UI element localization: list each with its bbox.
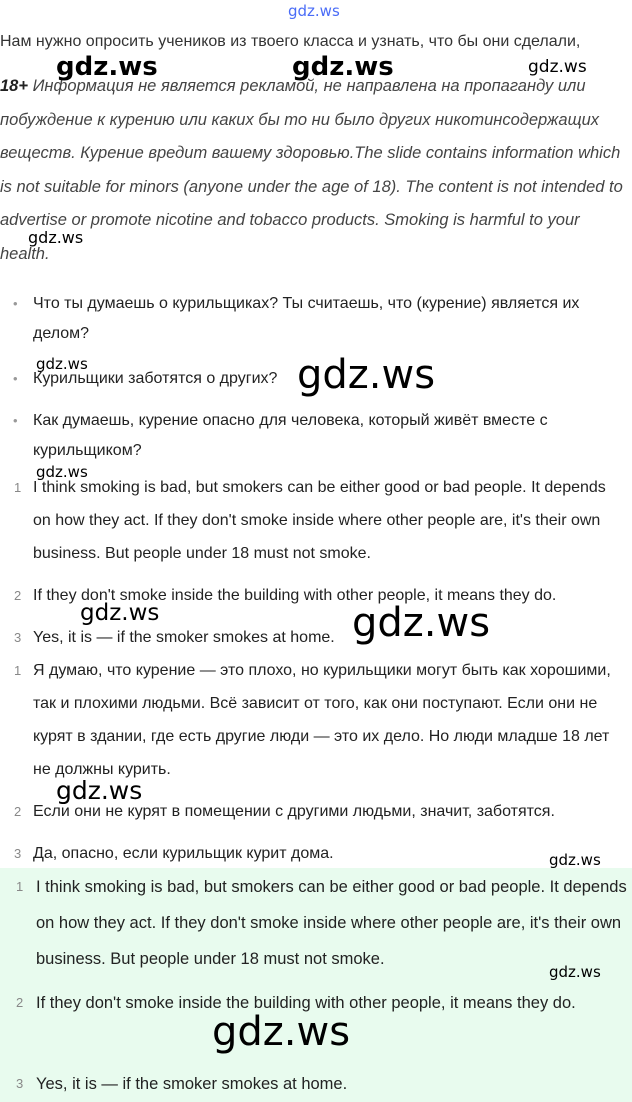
- watermark: gdz.ws: [352, 600, 491, 646]
- answer-number: 2: [14, 588, 22, 603]
- watermark: gdz.ws: [212, 1009, 351, 1055]
- answer-number: 2: [14, 804, 22, 819]
- answer-ru-1: [14, 654, 618, 786]
- watermark: gdz.ws: [28, 228, 84, 247]
- answer-text: I think smoking is bad, but smokers can be either good or bad people. It depends on how they act. If they don't smoke inside where other people are, it's their own business. But people under 18 must not smoke.: [33, 479, 606, 562]
- answer-highlight-1: [16, 869, 628, 977]
- intro-text: Нам нужно опросить учеников из твоего класса и узнать, что бы они сделали,: [0, 33, 581, 50]
- answer-number: 1: [14, 663, 22, 678]
- answer-text: Если они не курят в помещении с другими людьми, значит, заботятся.: [33, 803, 555, 820]
- disclaimer-text: Информация не является рекламой, не направлена на пропаганду или побуждение к курению или каких бы то ни было других никотинсодержащих веществ. Курение вредит вашему здоровью.The slide contains information which is not suitable for minors (anyone under the age of 18). The content is not intended to advertise or promote nicotine and tobacco products. Smoking is harmful to your health.: [0, 77, 623, 263]
- watermark: gdz.ws: [549, 851, 601, 869]
- answer-number: 3: [14, 630, 22, 645]
- question-1: • Что ты думаешь о курильщиках? Ты считаешь, что (курение) является их делом?: [33, 289, 618, 349]
- answer-highlight-3: [16, 1066, 628, 1102]
- watermark: gdz.ws: [36, 355, 88, 373]
- watermark: gdz.ws: [36, 463, 88, 481]
- watermark: gdz.ws: [292, 52, 394, 82]
- watermark: gdz.ws: [297, 352, 436, 398]
- question-3: • Как думаешь, курение опасно для человека, который живёт вместе с курильщиком?: [33, 406, 618, 466]
- answer-text: If they don't smoke inside the building with other people, it means they do.: [33, 587, 557, 604]
- watermark: gdz.ws: [549, 963, 601, 981]
- watermark: gdz.ws: [528, 57, 587, 77]
- answer-text: Я думаю, что курение — это плохо, но курильщики могут быть как хорошими, так и плохими людьми. Всё зависит от того, как они поступают. Если они не курят в здании, где есть другие люди — это их дело. Но люди младше 18 лет не должны курить.: [33, 662, 611, 778]
- watermark: gdz.ws: [80, 600, 160, 626]
- watermark: gdz.ws: [56, 52, 158, 82]
- answer-number: 3: [14, 846, 22, 861]
- question-2: • Курильщики заботятся о других?: [33, 364, 618, 394]
- answer-number: 1: [16, 879, 24, 894]
- top-watermark: gdz.ws: [288, 2, 340, 20]
- age-label: 18+: [0, 77, 28, 95]
- answer-text: If they don't smoke inside the building with other people, it means they do.: [36, 994, 576, 1012]
- answer-en-1: [14, 471, 618, 570]
- answer-text: Да, опасно, если курильщик курит дома.: [33, 845, 334, 862]
- answer-text: Yes, it is — if the smoker smokes at home.: [33, 629, 335, 646]
- answer-number: 2: [16, 995, 24, 1010]
- answer-number: 1: [14, 480, 22, 495]
- answer-text: Yes, it is — if the smoker smokes at home.: [36, 1075, 348, 1093]
- answer-text: I think smoking is bad, but smokers can be either good or bad people. It depends on how they act. If they don't smoke inside where other people are, it's their own business. But people under 18 must not smoke.: [36, 878, 627, 968]
- answer-number: 3: [16, 1076, 24, 1091]
- age-disclaimer: [0, 70, 630, 271]
- answer-ru-3: [14, 837, 618, 870]
- watermark: gdz.ws: [56, 776, 143, 805]
